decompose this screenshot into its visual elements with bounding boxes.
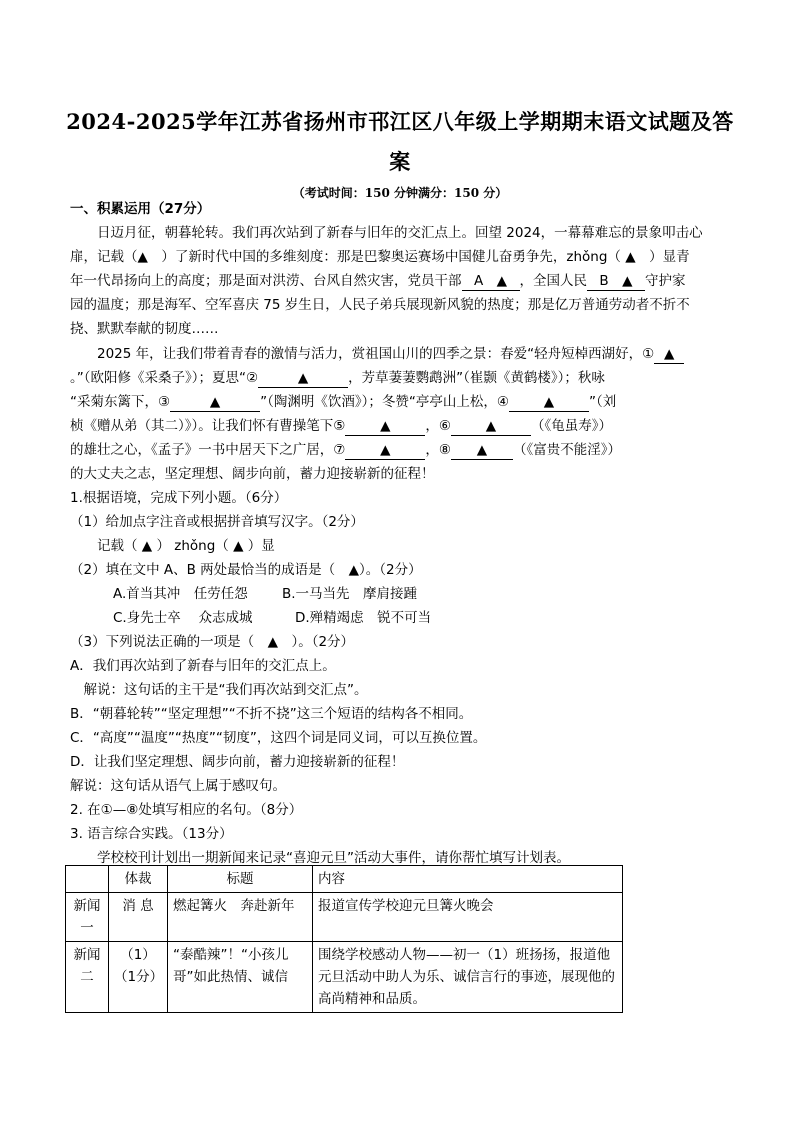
passage-line: 扉，记载（▲ ）了新时代中国的多维刻度：那是巴黎奥运赛场中国健儿奋勇争先，zhǒng（ ▲ ）显青 xyxy=(70,249,690,265)
blank-1: ▲ xyxy=(654,346,684,364)
question-1-3: （3）下列说法正确的一项是（ ▲ ）。（2分） xyxy=(70,634,355,650)
question-1-1: （1）给加点字注音或根据拼音填写汉字。（2分） xyxy=(70,514,364,530)
blank-5: ▲ xyxy=(345,418,425,436)
table-cell: 报道宣传学校迎元旦篝火晚会 xyxy=(313,893,623,942)
table-cell: 围绕学校感动人物——初一（1）班扬扬，报道他元旦活动中助人为乐、诚信言行的事迹，展现他的高尚精神和品质。 xyxy=(313,942,623,1013)
passage-line: 日迈月征，朝暮轮转。我们再次站到了新春与旧年的交汇点上。回望 2024，一幕幕难忘的景象叩击心 xyxy=(70,225,703,241)
table-header-cell: 内容 xyxy=(313,866,623,893)
table-cell: （1）（1分） xyxy=(109,942,168,1013)
table-header-cell xyxy=(66,866,109,893)
question-2: 2. 在①—⑧处填写相应的名句。（8分） xyxy=(70,802,303,818)
passage-text: ，⑧ xyxy=(425,442,451,458)
table-cell: 新闻一 xyxy=(66,893,109,942)
blank-3: ▲ xyxy=(170,394,260,412)
passage-line xyxy=(70,368,605,388)
passage-line xyxy=(70,344,684,364)
page-title-continued: 案 xyxy=(389,149,411,174)
question-3: 3. 语言综合实践。（13分） xyxy=(70,826,233,842)
blank-7: ▲ xyxy=(345,442,425,460)
passage-text: ，⑥ xyxy=(425,418,451,434)
passage-text: （《富贵不能淫》） xyxy=(512,442,621,458)
table-cell: 消 息 xyxy=(109,893,168,942)
table-cell: 燃起篝火 奔赴新年 xyxy=(168,893,313,942)
option-c: C.身先士卒 众志成城 xyxy=(113,610,253,626)
news-plan-table xyxy=(65,865,623,1013)
passage-text: 年一代昂扬向上的高度；那是面对洪涝、台风自然灾害，党员干部 xyxy=(70,273,462,289)
passage-line xyxy=(70,271,686,291)
statement-c: C．“高度”“温度”“热度”“韧度”，这四个词是同义词，可以互换位置。 xyxy=(70,730,487,746)
passage-line: 园的温度；那是海军、空军喜庆 75 岁生日，人民子弟兵展现新风貌的热度；那是亿万普通劳动者不折不 xyxy=(70,297,690,313)
option-d: D.殚精竭虑 锐不可当 xyxy=(295,610,432,626)
section-heading: 一、积累运用（27分） xyxy=(70,201,211,217)
table-row xyxy=(66,942,623,1013)
passage-text: 守护家 xyxy=(645,273,686,289)
passage-text: 的雄壮之心，《孟子》一书中居天下之广居，⑦ xyxy=(70,442,346,458)
passage-line: 的大丈夫之志，坚定理想、阔步向前，蓄力迎接崭新的征程！ xyxy=(70,466,435,482)
table-row xyxy=(66,893,623,942)
blank-8: ▲ xyxy=(451,442,513,460)
passage-text: ”（刘 xyxy=(588,394,617,410)
statement-d-note: 解说：这句话从语气上属于感叹句。 xyxy=(70,778,286,794)
passage-text: “采菊东篱下，③ xyxy=(70,394,171,410)
passage-text: （《龟虽寿》） xyxy=(530,418,612,434)
blank-2: ▲ xyxy=(258,370,348,388)
statement-b: B．“朝暮轮转”“坚定理想”“不折不挠”这三个短语的结构各不相同。 xyxy=(70,706,473,722)
passage-text: ”（陶渊明《饮酒》）；冬赞“亭亭山上松，④ xyxy=(260,394,509,410)
blank-6: ▲ xyxy=(451,418,531,436)
statement-a-note: 解说：这句话的主干是“我们再次站到交汇点”。 xyxy=(70,682,368,698)
table-header-cell: 体裁 xyxy=(109,866,168,893)
table-header-cell: 标题 xyxy=(168,866,313,893)
question-1-2: （2）填在文中 A、B 两处最恰当的成语是（ ▲）。（2分） xyxy=(70,562,422,578)
option-b: B.一马当先 摩肩接踵 xyxy=(282,586,418,602)
blank-b: B ▲ xyxy=(587,273,645,291)
passage-text: 2025 年，让我们带着青春的激情与活力，赏祖国山川的四季之景：春爱“轻舟短棹西湖好，① xyxy=(70,346,655,362)
question-1-1-items: 记载（ ▲ ） zhǒng（ ▲ ）显 xyxy=(70,538,275,554)
table-cell: 新闻二 xyxy=(66,942,109,1013)
page-title: 2024-2025学年江苏省扬州市邗江区八年级上学期期末语文试题及答 xyxy=(66,109,734,134)
table-header-row xyxy=(66,866,623,893)
passage-text: ，全国人民 xyxy=(519,273,587,289)
table-cell: “泰酷辣”！“小孩儿哥”如此热情、诚信 xyxy=(168,942,313,1013)
question-1: 1.根据语境，完成下列小题。（6分） xyxy=(70,490,288,506)
blank-a: A ▲ xyxy=(462,273,520,291)
passage-line xyxy=(70,440,621,460)
option-a: A.首当其冲 任劳任怨 xyxy=(113,586,248,602)
question-3-intro: 学校校刊计划出一期新闻来记录“喜迎元旦”活动大事件，请你帮忙填写计划表。 xyxy=(70,850,570,866)
passage-text: 。”（欧阳修《采桑子》）；夏思“② xyxy=(70,370,259,386)
statement-a: A．我们再次站到了新春与旧年的交汇点上。 xyxy=(70,658,336,674)
blank-4: ▲ xyxy=(509,394,589,412)
statement-d: D．让我们坚定理想、阔步向前，蓄力迎接崭新的征程！ xyxy=(70,754,405,770)
passage-line xyxy=(70,392,616,412)
passage-line: 挠、默默奉献的韧度…… xyxy=(70,321,219,337)
passage-text: 桢《赠从弟（其二）》）。让我们怀有曹操笔下⑤ xyxy=(70,418,346,434)
passage-text: ，芳草萋萋鹦鹉洲”（崔颢《黄鹤楼》）；秋咏 xyxy=(348,370,605,386)
exam-info: （考试时间：150 分钟满分：150 分） xyxy=(292,186,508,200)
passage-line xyxy=(70,416,612,436)
